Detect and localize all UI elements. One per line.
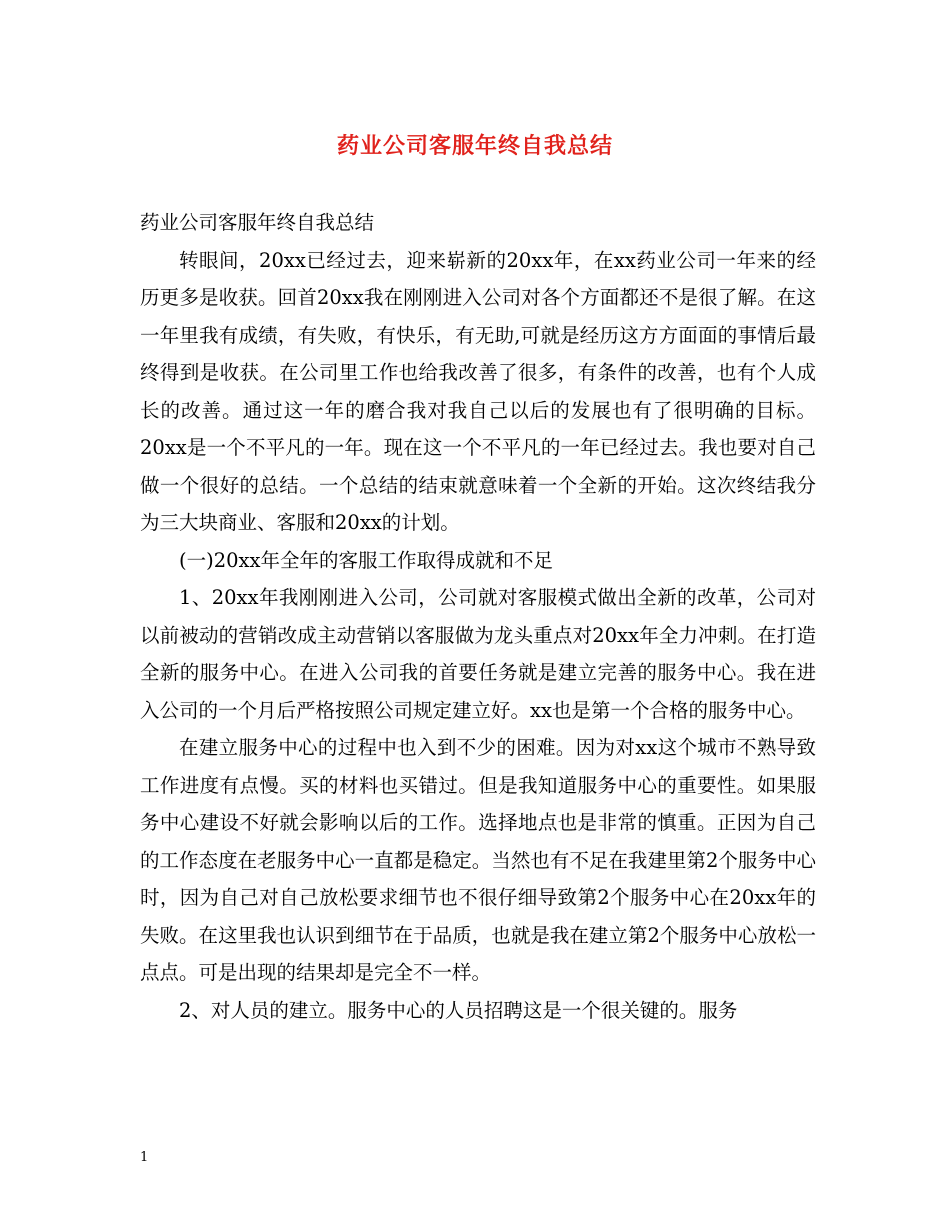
page-number: 1 — [140, 1150, 149, 1165]
paragraph-intro: 转眼间，20xx已经过去，迎来崭新的20xx年，在xx药业公司一年来的经历更多是收获。回首20xx我在刚刚进入公司对各个方面都还不是很了解。在这一年里我有成绩，有失败，有快乐，有无助,可就是经历这方方面面的事情后最终得到是收获。在公司里工作也给我改善了很多，有条件的改善，也有个人成长的改善。通过这一年的磨合我对我自己以后的发展也有了很明确的目标。20xx是一个不平凡的一年。现在这一个不平凡的一年已经过去。我也要对自己做一个很好的总结。一个总结的结束就意味着一个全新的开始。这次终结我分为三大块商业、客服和20xx的计划。 — [140, 248, 816, 534]
document-body — [140, 204, 816, 1029]
section-heading: (一)20xx年全年的客服工作取得成就和不足 — [179, 548, 554, 572]
paragraph-item-2: 2、对人员的建立。服务中心的人员招聘这是一个很关键的。服务 — [179, 998, 738, 1022]
document-title: 药业公司客服年终自我总结 — [336, 133, 613, 159]
paragraph-difficulties: 在建立服务中心的过程中也入到不少的困难。因为对xx这个城市不熟导致工作进度有点慢。买的材料也买错过。但是我知道服务中心的重要性。如果服务中心建设不好就会影响以后的工作。选择地点也是非常的慎重。正因为自己的工作态度在老服务中心一直都是稳定。当然也有不足在我建里第2个服务中心时，因为自己对自己放松要求细节也不很仔细导致第2个服务中心在20xx年的失败。在这里我也认识到细节在于品质，也就是我在建立第2个服务中心放松一点点。可是出现的结果却是完全不一样。 — [140, 736, 816, 984]
paragraph-item-1: 1、20xx年我刚刚进入公司，公司就对客服模式做出全新的改革，公司对以前被动的营销改成主动营销以客服做为龙头重点对20xx年全力冲刺。在打造全新的服务中心。在进入公司我的首要任务就是建立完善的服务中心。我在进入公司的一个月后严格按照公司规定建立好。xx也是第一个合格的服务中心。 — [140, 586, 816, 722]
document-subtitle: 药业公司客服年终自我总结 — [140, 211, 375, 234]
